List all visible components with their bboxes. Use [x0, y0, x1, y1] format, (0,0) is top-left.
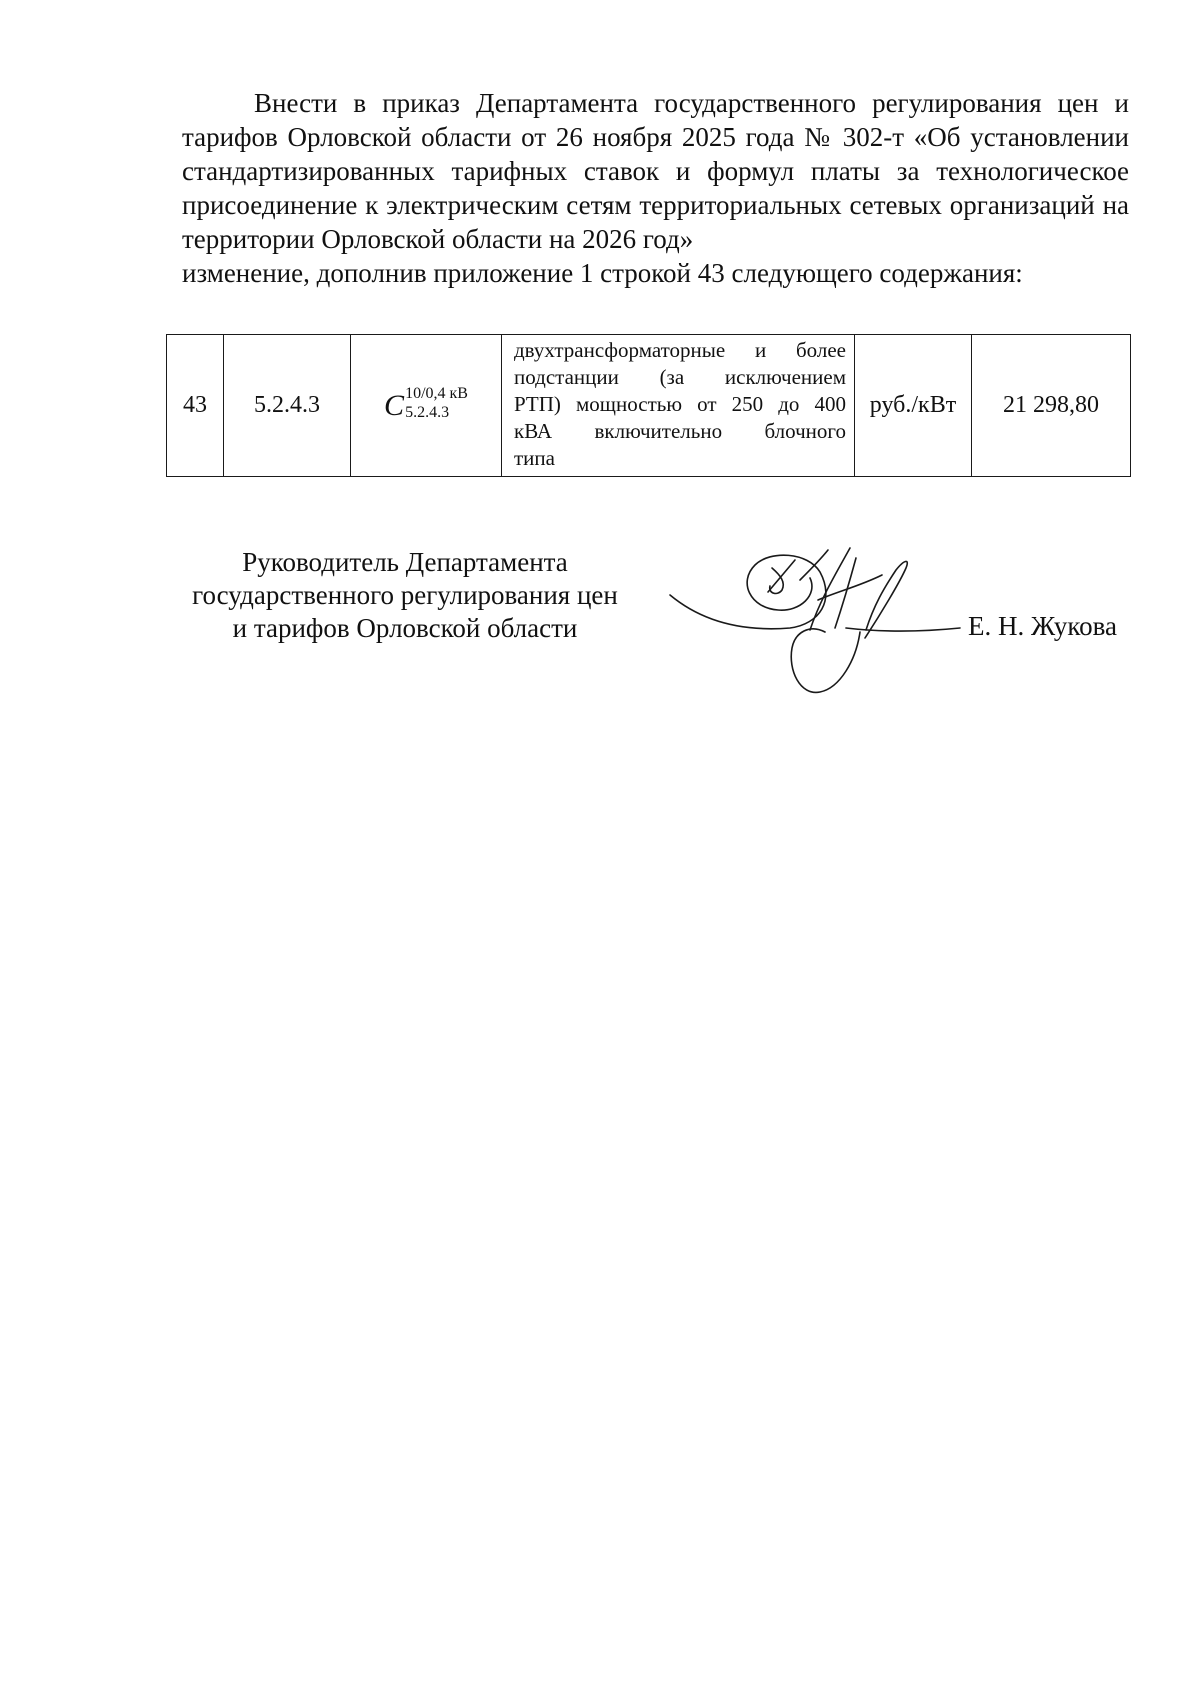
intro-line: Внести в приказ Департамента государственного регулирования цен и — [254, 88, 1129, 118]
intro-line: технологическое присоединение к электрическим сетям территориальных — [182, 156, 1130, 220]
unit-cell: руб./кВт — [855, 335, 972, 477]
signature-title — [170, 546, 640, 645]
intro-line: изменение, дополнив приложение 1 строкой 43 следующего содержания: — [182, 258, 1023, 288]
signature-title-line: и тарифов Орловской области — [232, 613, 578, 643]
description-line: подстанции (за исключением — [514, 365, 846, 389]
description-cell — [502, 335, 855, 477]
signer-name: Е. Н. Жукова — [968, 611, 1117, 641]
tariff-table — [166, 334, 1131, 477]
signature-title-line: государственного регулирования цен — [192, 580, 618, 610]
tariff-symbol — [384, 384, 468, 423]
description-line: двухтрансформаторные и более — [514, 338, 846, 362]
tariff-symbol-base: C — [384, 388, 405, 422]
handwritten-signature — [660, 520, 980, 720]
signature-title-line: Руководитель Департамента — [242, 547, 568, 577]
tariff-symbol-superscript: 10/0,4 кВ — [405, 384, 468, 402]
description-line: РТП) мощностью от 250 до 400 — [514, 392, 846, 416]
tariff-symbol-subscript: 5.2.4.3 — [405, 403, 450, 421]
description-line: типа — [514, 446, 555, 470]
intro-line: сетевых организаций на территории Орловской области на 2026 год» — [182, 190, 1130, 254]
tariff-symbol-cell — [351, 335, 502, 477]
intro-line: тарифов Орловской области от 26 ноября 2025 года № 302-т «Об — [182, 122, 961, 152]
table-row — [167, 335, 1131, 477]
row-code-cell: 5.2.4.3 — [224, 335, 351, 477]
row-number-cell: 43 — [167, 335, 224, 477]
intro-line: установлении стандартизированных тарифных ставок и формул платы за — [182, 122, 1129, 186]
value-cell: 21 298,80 — [972, 335, 1131, 477]
description-line: кВА включительно блочного — [514, 419, 846, 443]
intro-paragraph — [182, 86, 1129, 290]
